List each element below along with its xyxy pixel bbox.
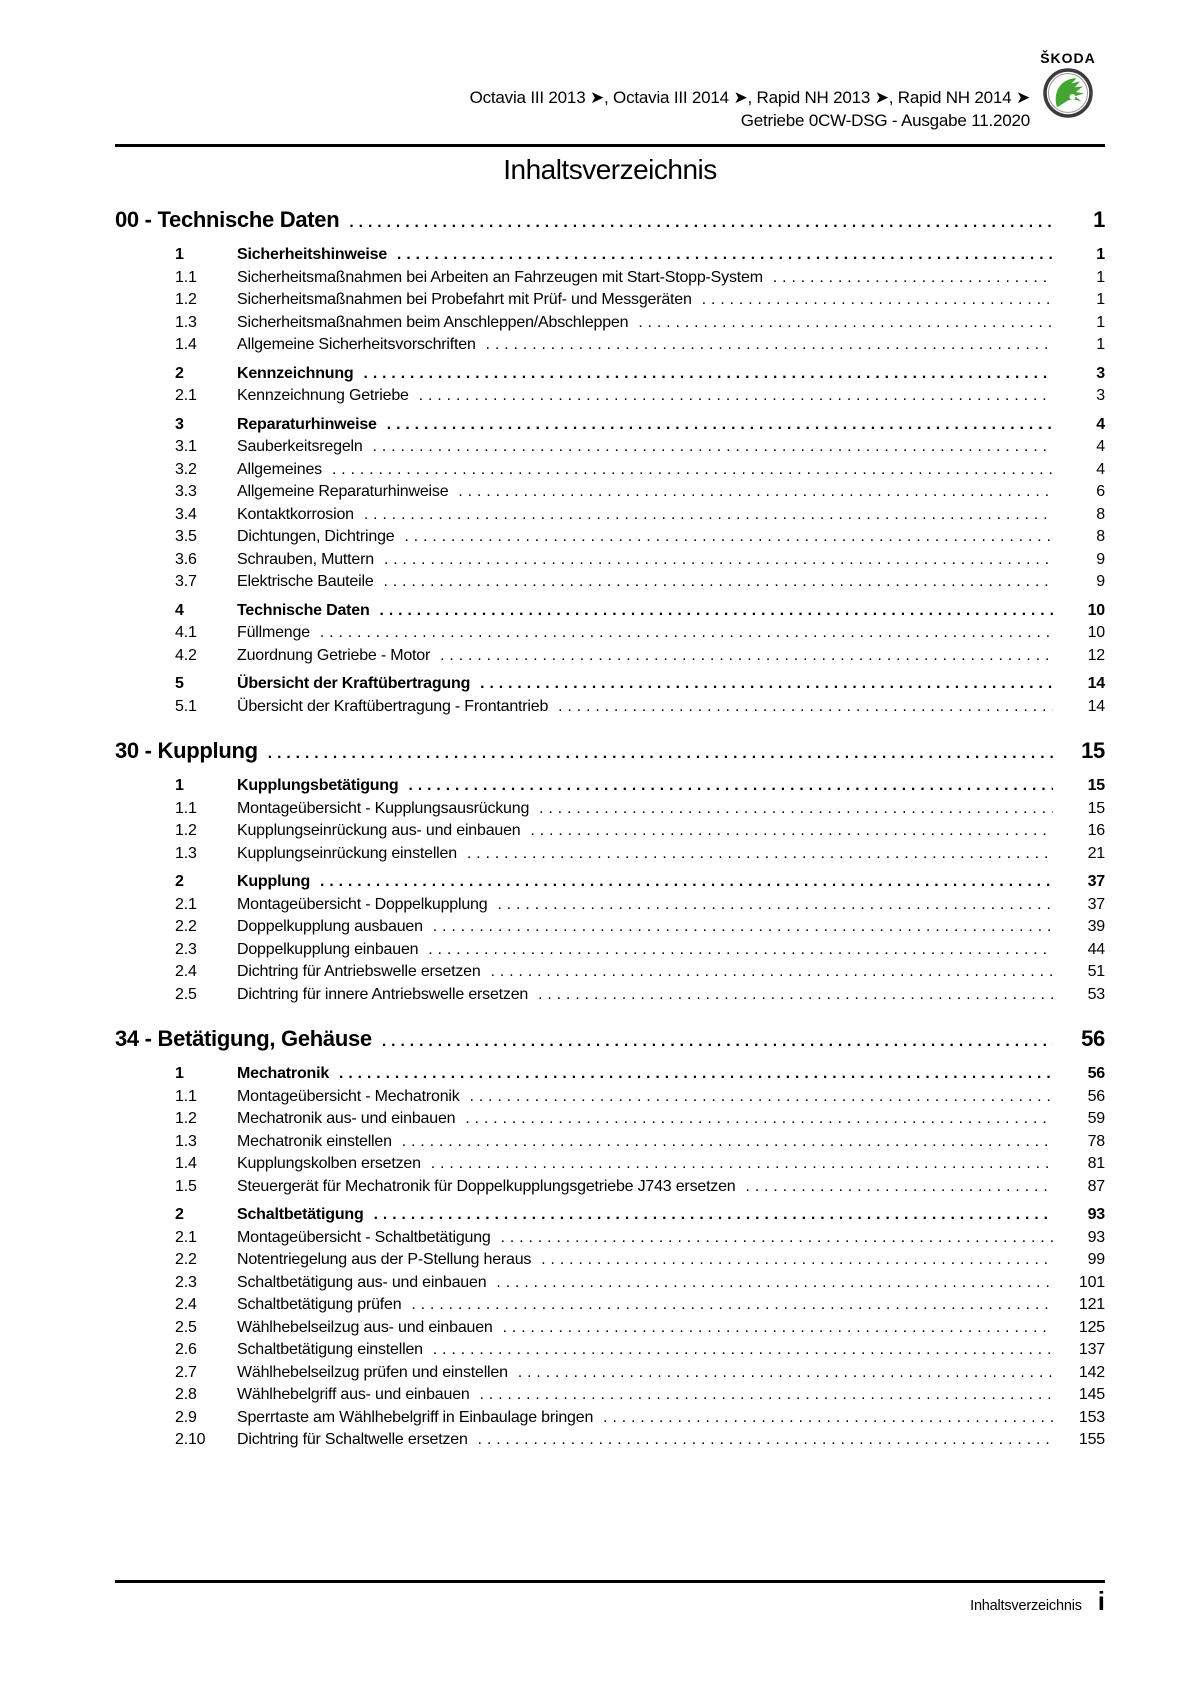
- toc-item-number: 2: [175, 873, 184, 890]
- toc-item[interactable]: [115, 1294, 1105, 1317]
- toc-item[interactable]: [115, 1407, 1105, 1430]
- dot-leader: [332, 459, 1053, 482]
- dot-leader: [268, 739, 1053, 769]
- toc-item-number: 2.10: [175, 1431, 206, 1448]
- toc-item-title: Montageübersicht - Kupplungsausrückung: [237, 799, 530, 817]
- toc-item-page-number: 53: [1087, 985, 1105, 1003]
- toc-item[interactable]: [115, 1249, 1105, 1272]
- dot-leader: [364, 504, 1053, 527]
- toc-item-title: Kupplungskolben ersetzen: [237, 1155, 421, 1172]
- footer-divider: [115, 1580, 1105, 1583]
- toc-item[interactable]: [115, 312, 1105, 335]
- toc-item[interactable]: [115, 1153, 1105, 1176]
- toc-item-title: Dichtungen, Dichtringe: [237, 528, 395, 545]
- toc-item-page-number: 4: [1096, 415, 1105, 433]
- toc-section-heading[interactable]: [115, 736, 1105, 769]
- toc-item[interactable]: [115, 622, 1105, 645]
- dot-leader: [603, 1407, 1053, 1430]
- toc-item-number: 1.3: [175, 844, 197, 862]
- toc-item[interactable]: [115, 1063, 1105, 1086]
- toc-item[interactable]: [115, 1204, 1105, 1227]
- dot-leader: [373, 436, 1053, 459]
- toc-item-number: 2.5: [175, 1318, 197, 1336]
- dot-leader: [539, 798, 1053, 821]
- toc-item-title: Elektrische Bauteile: [237, 573, 374, 590]
- toc-item-title: Steuergerät für Mechatronik für Doppelkupplungsgetriebe J743 ersetzen: [237, 1177, 736, 1195]
- dot-leader: [419, 385, 1053, 408]
- toc-item[interactable]: [115, 1227, 1105, 1250]
- dot-leader: [467, 843, 1053, 866]
- toc-item-number: 1.2: [175, 291, 197, 308]
- toc-item-page-number: 37: [1087, 895, 1105, 913]
- toc-item-title: Schaltbetätigung aus- und einbauen: [237, 1273, 487, 1291]
- toc-item-page-number: 4: [1096, 438, 1105, 455]
- dot-leader: [501, 1227, 1053, 1250]
- toc-item-page-number: 9: [1096, 573, 1105, 590]
- toc-item-number: 3.3: [175, 483, 197, 500]
- dot-leader: [480, 1384, 1053, 1407]
- dot-leader: [402, 1131, 1053, 1154]
- toc-item-title: Kupplungseinrückung aus- und einbauen: [237, 822, 521, 839]
- dot-leader: [531, 820, 1054, 843]
- toc-item-title: Sicherheitsmaßnahmen beim Anschleppen/Abschleppen: [237, 313, 629, 331]
- toc-item-page-number: 15: [1087, 777, 1105, 794]
- toc-item-page-number: 121: [1078, 1296, 1105, 1313]
- header-models-line: Octavia III 2013 ➤, Octavia III 2014 ➤, Rapid NH 2013 ➤, Rapid NH 2014 ➤: [469, 88, 1030, 107]
- toc-item-title: Schaltbetätigung einstellen: [237, 1341, 423, 1358]
- toc-item-page-number: 12: [1087, 646, 1105, 664]
- toc-item-page-number: 81: [1087, 1155, 1105, 1172]
- toc-item-number: 1: [175, 777, 184, 794]
- dot-leader: [541, 1249, 1053, 1272]
- toc-item-title: Kupplungseinrückung einstellen: [237, 844, 457, 862]
- toc-item[interactable]: [115, 894, 1105, 917]
- toc-item-title: Reparaturhinweise: [237, 415, 377, 433]
- skoda-logo: [1032, 50, 1104, 124]
- toc-item-number: 2.4: [175, 963, 197, 980]
- toc-item-page-number: 8: [1096, 505, 1105, 523]
- toc-item-number: 2.3: [175, 940, 197, 958]
- toc-item-title: Übersicht der Kraftübertragung: [237, 675, 471, 692]
- toc-item-number: 1.5: [175, 1177, 197, 1195]
- dot-leader: [339, 1063, 1053, 1086]
- toc-item-title: Zuordnung Getriebe - Motor: [237, 646, 431, 664]
- toc-item[interactable]: [115, 1086, 1105, 1109]
- toc-item-page-number: 93: [1087, 1206, 1105, 1223]
- dot-leader: [431, 1153, 1053, 1176]
- dot-leader: [486, 334, 1053, 357]
- dot-leader: [433, 1339, 1053, 1362]
- dot-leader: [773, 267, 1053, 290]
- toc-item-title: Schrauben, Muttern: [237, 550, 374, 568]
- toc-item-page-number: 21: [1087, 844, 1105, 862]
- dot-leader: [387, 414, 1053, 437]
- toc-item[interactable]: [115, 571, 1105, 594]
- toc-item[interactable]: [115, 526, 1105, 549]
- toc-item-number: 1.1: [175, 1087, 197, 1105]
- toc-item-title: Sicherheitshinweise: [237, 246, 388, 263]
- toc-item-page-number: 125: [1078, 1318, 1105, 1336]
- toc-item[interactable]: [115, 1131, 1105, 1154]
- toc-item[interactable]: [115, 504, 1105, 527]
- toc-item-page-number: 44: [1087, 940, 1105, 958]
- toc-item-number: 2: [175, 364, 184, 382]
- toc: [115, 205, 1105, 1452]
- toc-item-number: 2.3: [175, 1273, 197, 1291]
- toc-item[interactable]: [115, 1272, 1105, 1295]
- dot-leader: [384, 549, 1053, 572]
- toc-item-number: 3.1: [175, 438, 197, 455]
- toc-item-page-number: 8: [1096, 528, 1105, 545]
- toc-item-page-number: 153: [1078, 1408, 1105, 1426]
- toc-item-page-number: 4: [1096, 460, 1105, 478]
- toc-item[interactable]: [115, 289, 1105, 312]
- toc-item-page-number: 10: [1087, 601, 1105, 619]
- dot-leader: [433, 916, 1053, 939]
- toc-section: [115, 205, 1105, 718]
- toc-item[interactable]: [115, 843, 1105, 866]
- toc-item[interactable]: [115, 871, 1105, 894]
- toc-item-page-number: 37: [1087, 873, 1105, 890]
- toc-item-number: 2.2: [175, 918, 197, 935]
- dot-leader: [746, 1176, 1053, 1199]
- dot-leader: [702, 289, 1053, 312]
- toc-item-page-number: 78: [1087, 1132, 1105, 1150]
- toc-item-page-number: 9: [1096, 550, 1105, 568]
- dot-leader: [404, 526, 1053, 549]
- toc-item-title: Sicherheitsmaßnahmen bei Probefahrt mit Prüf- und Messgeräten: [237, 291, 692, 308]
- toc-item-title: Montageübersicht - Mechatronik: [237, 1087, 460, 1105]
- toc-item-number: 2.1: [175, 387, 197, 404]
- toc-item[interactable]: [115, 1429, 1105, 1452]
- toc-item-title: Wählhebelseilzug aus- und einbauen: [237, 1318, 493, 1336]
- toc-item-page-number: 6: [1096, 483, 1105, 500]
- toc-item-title: Sicherheitsmaßnahmen bei Arbeiten an Fahrzeugen mit Start-Stopp-System: [237, 268, 763, 286]
- dot-leader: [558, 696, 1053, 719]
- dot-leader: [411, 1294, 1053, 1317]
- toc-item-page-number: 16: [1087, 822, 1105, 839]
- toc-item-number: 1.1: [175, 268, 197, 286]
- toc-item[interactable]: [115, 363, 1105, 386]
- toc-item-page-number: 14: [1087, 675, 1105, 692]
- footer: [115, 1586, 1105, 1616]
- toc-item[interactable]: [115, 459, 1105, 482]
- toc-item-number: 1: [175, 246, 184, 263]
- header-meta: [115, 86, 1030, 132]
- toc-item-title: Allgemeine Reparaturhinweise: [237, 483, 449, 500]
- toc-item-title: Sauberkeitsregeln: [237, 438, 363, 455]
- toc-item-title: Sperrtaste am Wählhebelgriff in Einbaulage bringen: [237, 1408, 594, 1426]
- toc-item-title: Füllmenge: [237, 624, 310, 641]
- toc-item[interactable]: [115, 798, 1105, 821]
- toc-item[interactable]: [115, 1384, 1105, 1407]
- page-title: Inhaltsverzeichnis: [503, 154, 717, 185]
- toc-item-title: Technische Daten: [237, 601, 370, 619]
- footer-section-label: Inhaltsverzeichnis: [970, 1598, 1082, 1614]
- toc-item-title: Montageübersicht - Schaltbetätigung: [237, 1228, 491, 1246]
- toc-item-page-number: 87: [1087, 1177, 1105, 1195]
- toc-item-page-number: 56: [1087, 1065, 1105, 1082]
- dot-leader: [320, 871, 1053, 894]
- toc-item-number: 2.2: [175, 1251, 197, 1268]
- toc-item-number: 3.6: [175, 550, 197, 568]
- toc-item-number: 1.4: [175, 1155, 197, 1172]
- toc-item-title: Kontaktkorrosion: [237, 505, 354, 523]
- toc-item[interactable]: [115, 775, 1105, 798]
- toc-item-page-number: 1: [1096, 268, 1105, 286]
- dot-leader: [374, 1204, 1053, 1227]
- toc-item-title: Übersicht der Kraftübertragung - Frontantrieb: [237, 697, 549, 715]
- toc-item-number: 1.2: [175, 822, 197, 839]
- toc-item-page-number: 1: [1096, 336, 1105, 353]
- toc-item-page-number: 1: [1096, 313, 1105, 331]
- toc-item-page-number: 51: [1087, 963, 1105, 980]
- toc-item[interactable]: [115, 385, 1105, 408]
- dot-leader: [465, 1108, 1053, 1131]
- toc-item[interactable]: [115, 939, 1105, 962]
- dot-leader: [349, 208, 1053, 238]
- toc-item[interactable]: [115, 673, 1105, 696]
- toc-item-title: Dichtring für innere Antriebswelle ersetzen: [237, 985, 529, 1003]
- toc-item-page-number: 137: [1078, 1341, 1105, 1358]
- toc-item-number: 1: [175, 1065, 184, 1082]
- toc-section-heading[interactable]: [115, 1024, 1105, 1057]
- toc-item-page-number: 3: [1096, 364, 1105, 382]
- toc-section-heading[interactable]: [115, 205, 1105, 238]
- toc-item-page-number: 142: [1078, 1363, 1105, 1381]
- toc-item-page-number: 56: [1087, 1087, 1105, 1105]
- dot-leader: [384, 571, 1053, 594]
- toc-item-number: 3: [175, 415, 184, 433]
- dot-leader: [478, 1429, 1053, 1452]
- toc-item-title: Kennzeichnung Getriebe: [237, 387, 409, 404]
- toc-item-number: 1.3: [175, 1132, 197, 1150]
- toc-item[interactable]: [115, 1176, 1105, 1199]
- toc-item-number: 3.5: [175, 528, 197, 545]
- dot-leader: [320, 622, 1053, 645]
- toc-item-page-number: 1: [1096, 291, 1105, 308]
- toc-item-page-number: 145: [1078, 1386, 1105, 1403]
- toc-item[interactable]: [115, 961, 1105, 984]
- dot-leader: [491, 961, 1053, 984]
- skoda-winged-arrow-icon: [1032, 67, 1104, 124]
- toc-item-title: Montageübersicht - Doppelkupplung: [237, 895, 488, 913]
- toc-section-page-number: 15: [1081, 738, 1105, 763]
- toc-item[interactable]: [115, 436, 1105, 459]
- toc-item[interactable]: [115, 1362, 1105, 1385]
- toc-item-title: Wählhebelgriff aus- und einbauen: [237, 1386, 470, 1403]
- toc-item-title: Kennzeichnung: [237, 364, 354, 382]
- toc-item-title: Allgemeine Sicherheitsvorschriften: [237, 336, 476, 353]
- toc-item-number: 2.6: [175, 1341, 197, 1358]
- toc-item[interactable]: [115, 820, 1105, 843]
- toc-item-number: 5.1: [175, 697, 197, 715]
- toc-item-number: 5: [175, 675, 184, 692]
- toc-item-number: 1.2: [175, 1110, 197, 1127]
- header-divider: [115, 144, 1105, 147]
- header-edition-line: Getriebe 0CW-DSG - Ausgabe 11.2020: [740, 111, 1030, 130]
- toc-item[interactable]: [115, 1339, 1105, 1362]
- toc-item-page-number: 99: [1087, 1251, 1105, 1268]
- toc-item-number: 4.1: [175, 624, 197, 641]
- toc-item-title: Kupplung: [237, 873, 311, 890]
- toc-item-page-number: 15: [1087, 799, 1105, 817]
- toc-item-title: Mechatronik aus- und einbauen: [237, 1110, 456, 1127]
- toc-item[interactable]: [115, 267, 1105, 290]
- dot-leader: [497, 894, 1053, 917]
- toc-item-title: Doppelkupplung ausbauen: [237, 918, 423, 935]
- toc-section: [115, 1024, 1105, 1452]
- dot-leader: [380, 600, 1053, 623]
- dot-leader: [440, 645, 1053, 668]
- dot-leader: [638, 312, 1053, 335]
- dot-leader: [397, 244, 1053, 267]
- toc-item[interactable]: [115, 481, 1105, 504]
- toc-item-title: Mechatronik einstellen: [237, 1132, 392, 1150]
- toc-item-title: Schaltbetätigung: [237, 1206, 364, 1223]
- toc-item-page-number: 10: [1087, 624, 1105, 641]
- toc-item[interactable]: [115, 414, 1105, 437]
- toc-item[interactable]: [115, 1108, 1105, 1131]
- toc-item-page-number: 93: [1087, 1228, 1105, 1246]
- toc-section: [115, 736, 1105, 1006]
- toc-item-number: 4: [175, 601, 184, 619]
- toc-item[interactable]: [115, 645, 1105, 668]
- toc-item-number: 2.8: [175, 1386, 197, 1403]
- toc-item-number: 2: [175, 1206, 184, 1223]
- toc-item-number: 2.1: [175, 1228, 197, 1246]
- toc-item-title: Allgemeines: [237, 460, 322, 478]
- toc-item-title: Mechatronik: [237, 1065, 330, 1082]
- toc-item-number: 3.7: [175, 573, 197, 590]
- dot-leader: [538, 984, 1053, 1007]
- dot-leader: [428, 939, 1053, 962]
- toc-item[interactable]: [115, 244, 1105, 267]
- dot-leader: [458, 481, 1053, 504]
- toc-item-number: 2.1: [175, 895, 197, 913]
- toc-section-title: 00 - Technische Daten: [115, 207, 340, 232]
- toc-item-number: 3.4: [175, 505, 197, 523]
- toc-item-page-number: 14: [1087, 697, 1105, 715]
- toc-section-title: 34 - Betätigung, Gehäuse: [115, 1026, 372, 1051]
- toc-item-number: 1.3: [175, 313, 197, 331]
- toc-item-title: Notentriegelung aus der P-Stellung heraus: [237, 1251, 532, 1268]
- dot-leader: [382, 1027, 1053, 1057]
- toc-item[interactable]: [115, 696, 1105, 719]
- toc-item-number: 4.2: [175, 646, 197, 664]
- toc-item-number: 3.2: [175, 460, 197, 478]
- toc-item-title: Wählhebelseilzug prüfen und einstellen: [237, 1363, 508, 1381]
- toc-item[interactable]: [115, 984, 1105, 1007]
- toc-item-title: Dichtring für Schaltwelle ersetzen: [237, 1431, 468, 1448]
- toc-item-page-number: 59: [1087, 1110, 1105, 1127]
- toc-item-page-number: 101: [1078, 1273, 1105, 1291]
- toc-item-number: 2.4: [175, 1296, 197, 1313]
- toc-item-number: 2.5: [175, 985, 197, 1003]
- toc-item-title: Schaltbetätigung prüfen: [237, 1296, 402, 1313]
- dot-leader: [480, 673, 1053, 696]
- toc-item[interactable]: [115, 549, 1105, 572]
- skoda-wordmark: ŠKODA: [1040, 50, 1096, 66]
- toc-section-title: 30 - Kupplung: [115, 738, 258, 763]
- toc-item-number: 2.9: [175, 1408, 197, 1426]
- dot-leader: [364, 363, 1053, 386]
- dot-leader: [503, 1317, 1053, 1340]
- toc-item-number: 2.7: [175, 1363, 197, 1381]
- toc-item[interactable]: [115, 600, 1105, 623]
- toc-item-number: 1.1: [175, 799, 197, 817]
- toc-item-number: 1.4: [175, 336, 197, 353]
- toc-section-page-number: 56: [1081, 1026, 1105, 1051]
- toc-item-title: Dichtring für Antriebswelle ersetzen: [237, 963, 481, 980]
- toc-item-page-number: 155: [1078, 1431, 1105, 1448]
- toc-item-title: Doppelkupplung einbauen: [237, 940, 419, 958]
- toc-item-page-number: 1: [1096, 246, 1105, 263]
- toc-item[interactable]: [115, 334, 1105, 357]
- dot-leader: [518, 1362, 1053, 1385]
- footer-page-number: i: [1097, 1586, 1105, 1616]
- dot-leader: [470, 1086, 1053, 1109]
- toc-item-page-number: 39: [1087, 918, 1105, 935]
- dot-leader: [496, 1272, 1053, 1295]
- dot-leader: [409, 775, 1053, 798]
- toc-item[interactable]: [115, 1317, 1105, 1340]
- toc-item-title: Kupplungsbetätigung: [237, 777, 399, 794]
- toc-section-page-number: 1: [1093, 207, 1105, 232]
- toc-item[interactable]: [115, 916, 1105, 939]
- toc-item-page-number: 3: [1096, 387, 1105, 404]
